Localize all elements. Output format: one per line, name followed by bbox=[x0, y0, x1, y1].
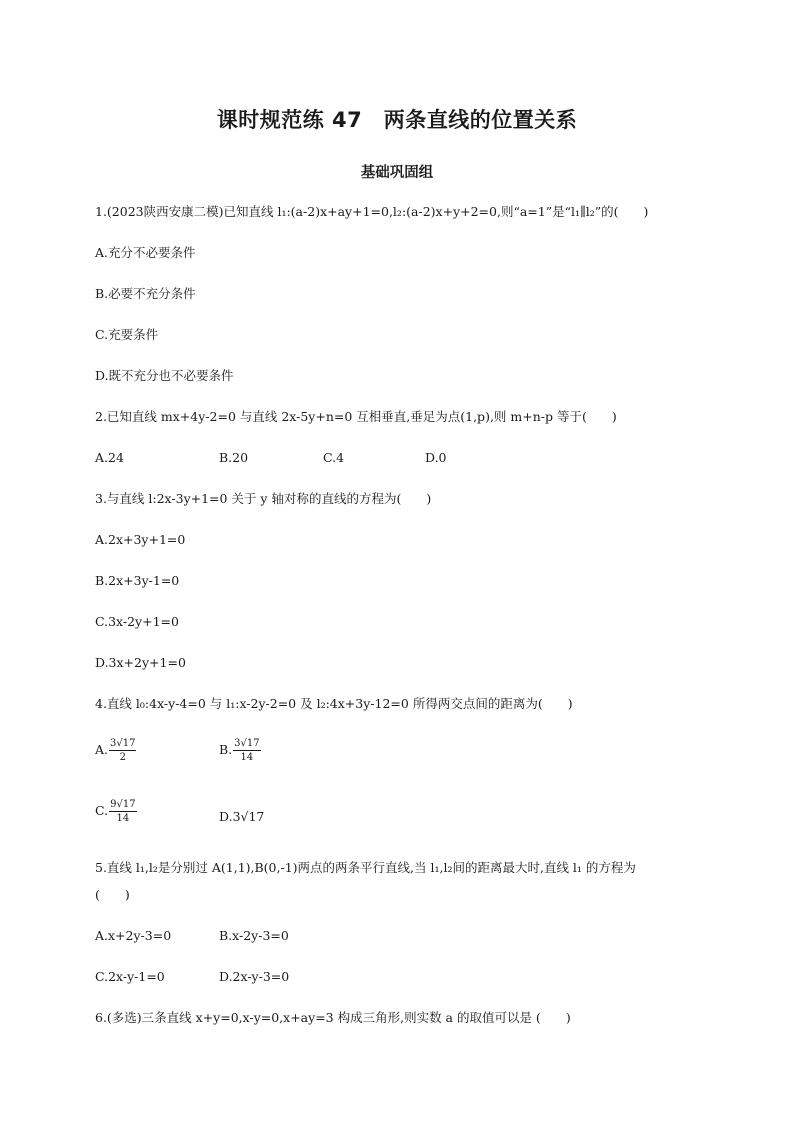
fraction-numerator: 9√17 bbox=[110, 799, 136, 810]
option-label: C. bbox=[95, 803, 109, 818]
question-1-option-a: A.充分不必要条件 bbox=[95, 245, 196, 260]
fraction-denominator: 2 bbox=[119, 752, 126, 763]
question-1-option-c: C.充要条件 bbox=[95, 327, 159, 342]
question-4-option-b bbox=[219, 738, 261, 763]
fraction-denominator: 14 bbox=[116, 813, 130, 824]
question-3-option-d: D.3x+2y+1=0 bbox=[95, 655, 186, 670]
question-3-option-a: A.2x+3y+1=0 bbox=[95, 532, 186, 547]
question-3-option-c: C.3x-2y+1=0 bbox=[95, 614, 179, 629]
fraction-numerator: 3√17 bbox=[110, 738, 136, 749]
question-4-option-d bbox=[219, 809, 264, 825]
question-4-option-a bbox=[95, 738, 136, 763]
option-label: B. bbox=[219, 742, 233, 757]
question-5-option-d: D.2x-y-3=0 bbox=[219, 969, 290, 984]
question-4-stem: 4.直线 l₀:4x-y-4=0 与 l₁:x-2y-2=0 及 l₂:4x+3y-12=0 所得两交点间的距离为( ) bbox=[95, 696, 573, 711]
question-5-option-b: B.x-2y-3=0 bbox=[219, 928, 289, 943]
section-heading: 基础巩固组 bbox=[360, 165, 434, 181]
question-2-option-c: C.4 bbox=[323, 450, 345, 465]
question-1-option-d: D.既不充分也不必要条件 bbox=[95, 368, 234, 383]
question-5-stem-continued: ( ) bbox=[95, 887, 130, 902]
question-2-option-b: B.20 bbox=[219, 450, 249, 465]
question-5-stem: 5.直线 l₁,l₂是分别过 A(1,1),B(0,-1)两点的两条平行直线,当 l₁,l₂间的距离最大时,直线 l₁ 的方程为 bbox=[95, 860, 636, 875]
question-1-option-b: B.必要不充分条件 bbox=[95, 286, 196, 301]
page-title: 课时规范练 47 两条直线的位置关系 bbox=[216, 108, 578, 132]
question-4-option-c bbox=[95, 799, 137, 824]
question-5-option-a: A.x+2y-3=0 bbox=[95, 928, 172, 943]
option-label: D. bbox=[219, 809, 233, 824]
question-2-stem: 2.已知直线 mx+4y-2=0 与直线 2x-5y+n=0 互相垂直,垂足为点(1,p),则 m+n-p 等于( ) bbox=[95, 409, 617, 424]
radical-value: 3√17 bbox=[232, 809, 265, 824]
option-label: A. bbox=[95, 742, 109, 757]
fraction bbox=[109, 738, 136, 763]
question-6-stem: 6.(多选)三条直线 x+y=0,x-y=0,x+ay=3 构成三角形,则实数 a 的取值可以是 ( ) bbox=[95, 1010, 571, 1025]
fraction-numerator: 3√17 bbox=[234, 738, 260, 749]
fraction-denominator: 14 bbox=[240, 752, 254, 763]
fraction bbox=[233, 738, 260, 763]
question-1-stem: 1.(2023陕西安康二模)已知直线 l₁:(a-2)x+ay+1=0,l₂:(a-2)x+y+2=0,则“a=1”是“l₁∥l₂”的( ) bbox=[95, 204, 649, 219]
fraction bbox=[109, 799, 136, 824]
question-5-option-c: C.2x-y-1=0 bbox=[95, 969, 165, 984]
question-3-option-b: B.2x+3y-1=0 bbox=[95, 573, 180, 588]
question-2-option-d: D.0 bbox=[425, 450, 447, 465]
question-2-option-a: A.24 bbox=[95, 450, 124, 465]
question-3-stem: 3.与直线 l:2x-3y+1=0 关于 y 轴对称的直线的方程为( ) bbox=[95, 491, 432, 506]
